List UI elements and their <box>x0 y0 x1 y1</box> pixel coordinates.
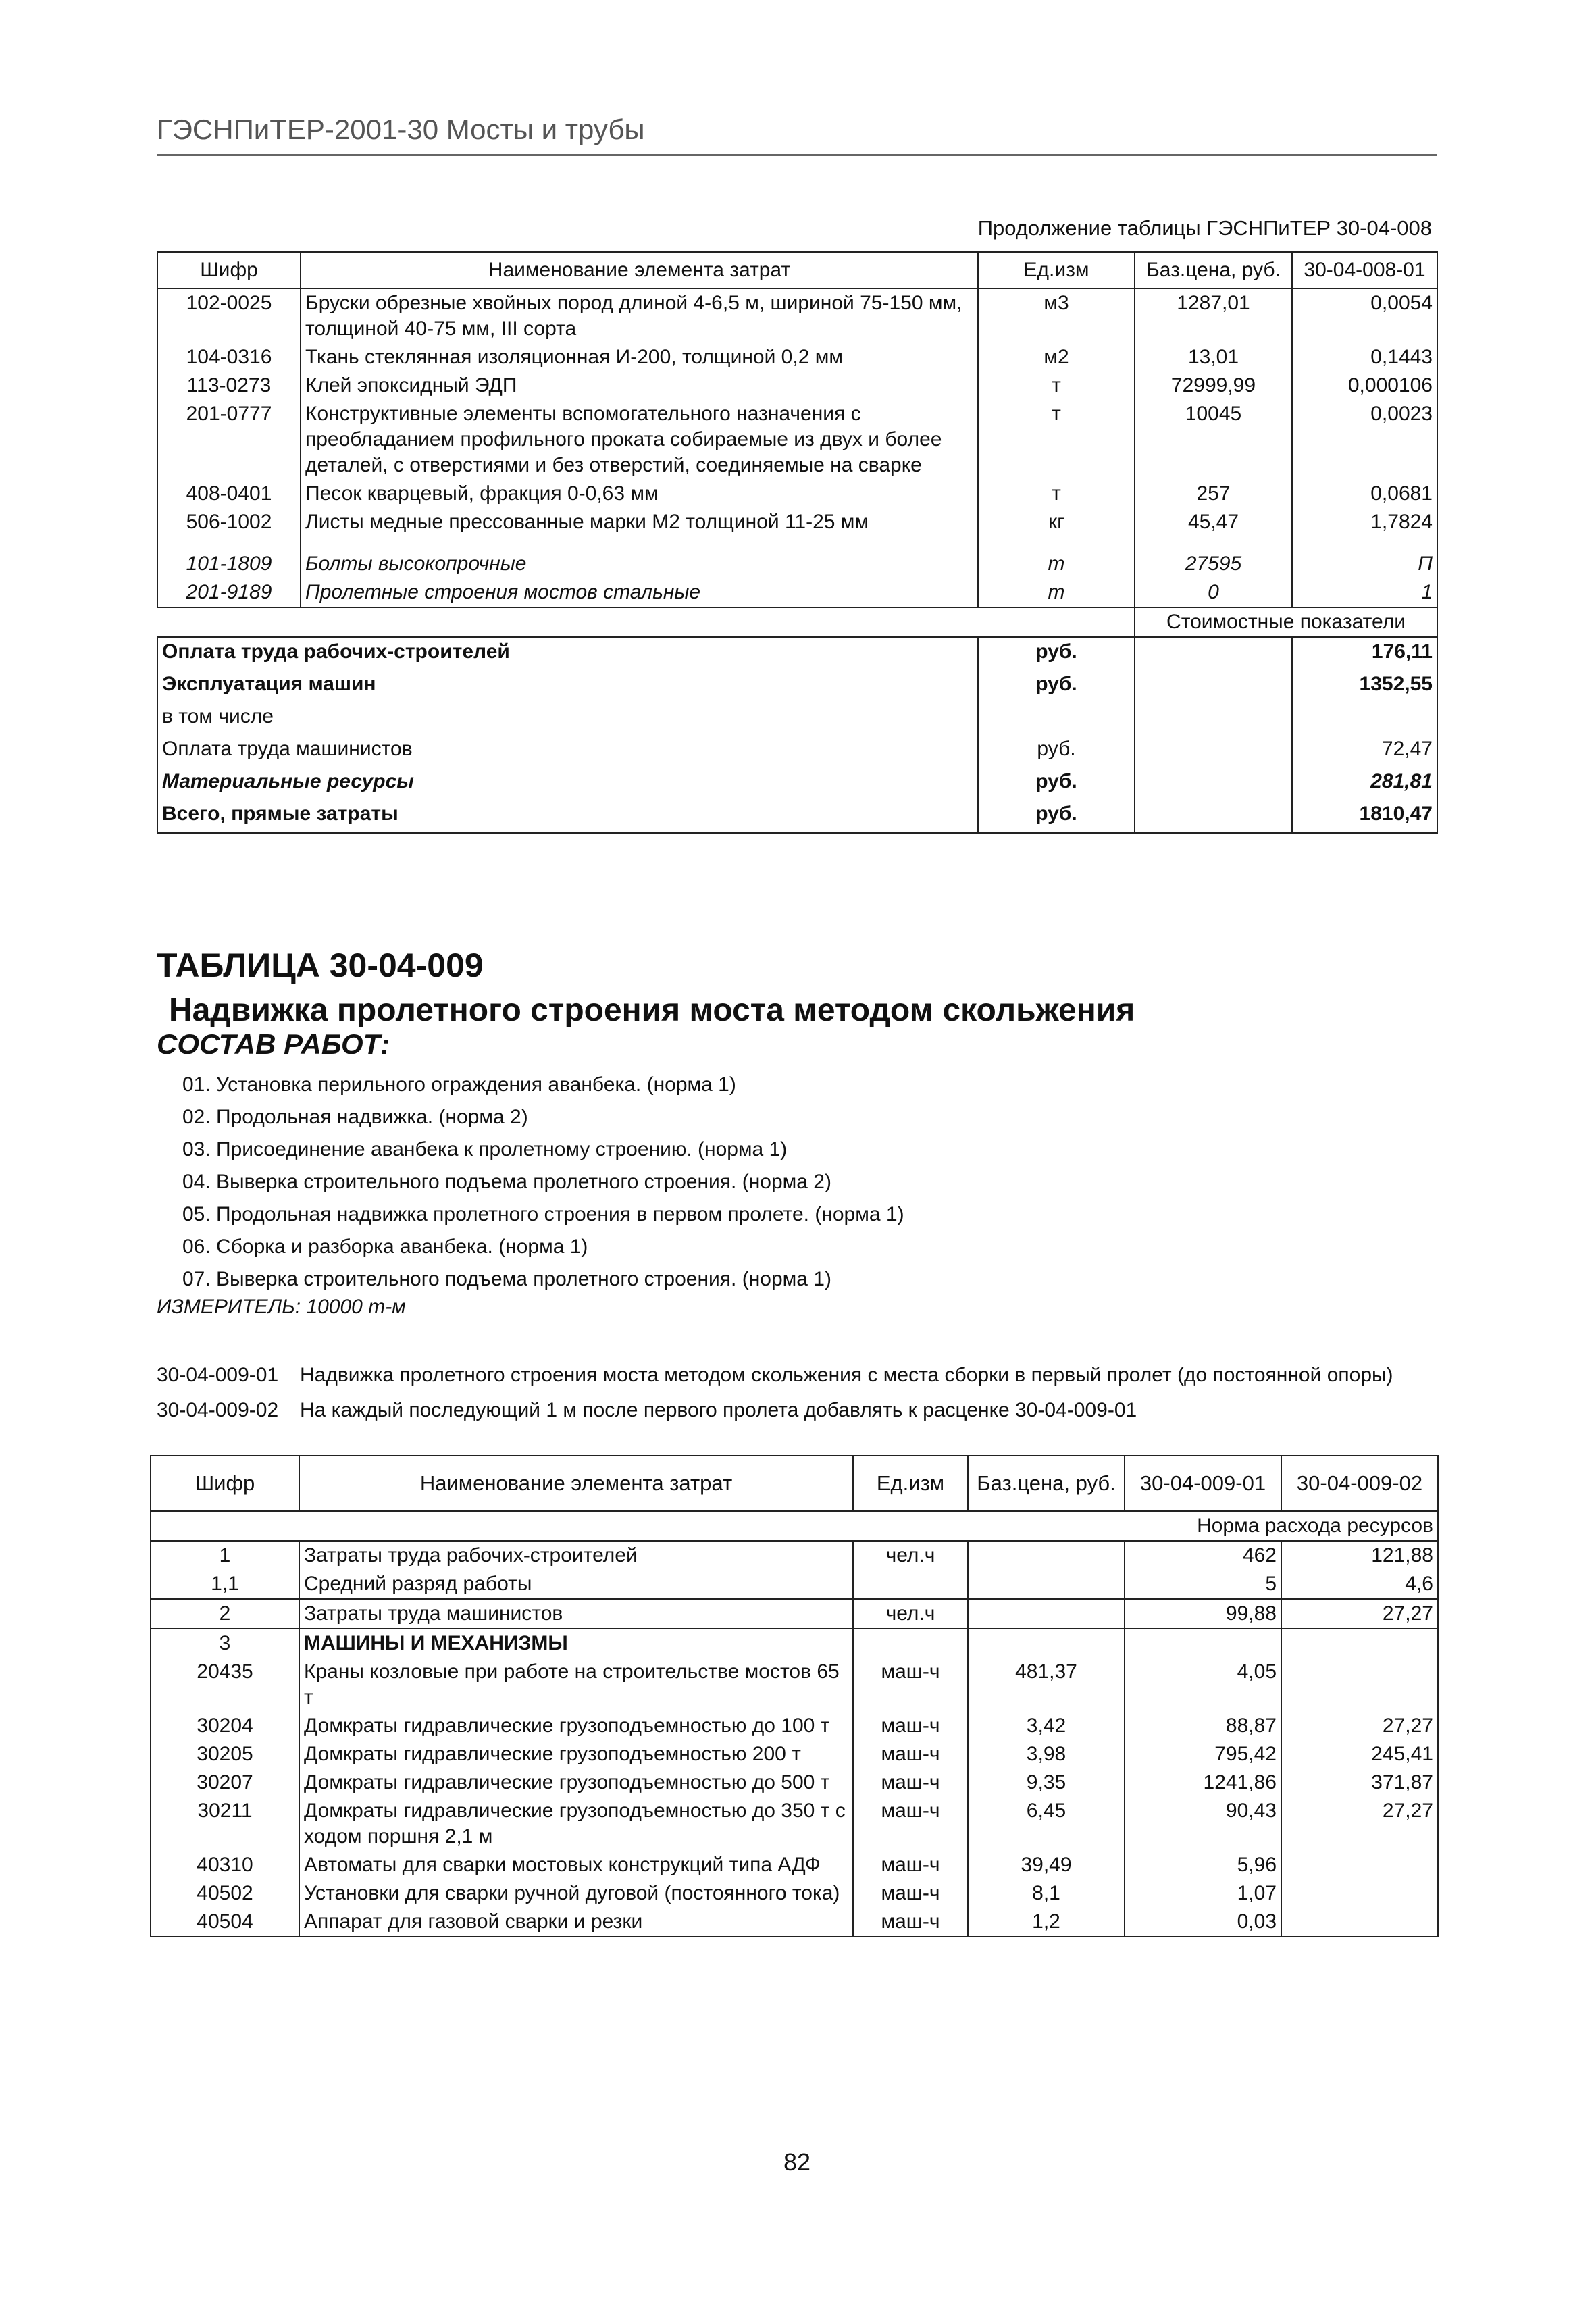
cell-price: 1,2 <box>968 1908 1125 1937</box>
cell-code: 506-1002 <box>157 508 301 536</box>
summary-unit: руб. <box>978 767 1135 800</box>
work-composition-label: СОСТАВ РАБОТ: <box>157 1028 390 1060</box>
summary-price <box>1135 800 1292 833</box>
cell-name: Конструктивные элементы вспомогательного назначения с преобладанием профильного проката собираемые из двух и более деталей, с отверстиями и без отверстий, соединяемые на сварке <box>301 400 978 480</box>
cell-unit: т <box>978 550 1135 578</box>
cell-price: 39,49 <box>968 1851 1125 1879</box>
cell-rate-01: 4,05 <box>1125 1658 1281 1712</box>
table-row <box>151 1629 1438 1658</box>
cell-price: 13,01 <box>1135 343 1292 372</box>
cell-price <box>968 1541 1125 1570</box>
cell-rate-01: 462 <box>1125 1541 1281 1570</box>
cell-price <box>968 1599 1125 1629</box>
col-header-code: Шифр <box>157 252 301 288</box>
cell-unit: кг <box>978 508 1135 536</box>
col-header-price: Баз.цена, руб. <box>1135 252 1292 288</box>
norm-header: Норма расхода ресурсов <box>1125 1511 1438 1541</box>
table-row <box>157 343 1437 372</box>
cell-rate-01: 90,43 <box>1125 1797 1281 1851</box>
header-rule <box>157 154 1437 156</box>
table-row <box>157 288 1437 343</box>
cell-name: Установки для сварки ручной дуговой (постоянного тока) <box>299 1879 853 1908</box>
rate-code-text: Надвижка пролетного строения моста методом скольжения с места сборки в первый пролет (до постоянной опоры) <box>300 1364 1393 1386</box>
work-step: 03. Присоединение аванбека к пролетному строению. (норма 1) <box>182 1138 788 1161</box>
cell-name: Ткань стеклянная изоляционная И-200, толщиной 0,2 мм <box>301 343 978 372</box>
summary-row <box>157 735 1437 767</box>
cell-price: 0 <box>1135 578 1292 607</box>
table-row <box>151 1797 1438 1851</box>
norm-header-row <box>151 1511 1438 1541</box>
cell-price: 3,42 <box>968 1712 1125 1740</box>
table-row-unpriced <box>157 550 1437 578</box>
cell-value: П <box>1292 550 1437 578</box>
cell-unit: маш-ч <box>853 1740 968 1769</box>
table-row-unpriced <box>157 578 1437 607</box>
work-step: 04. Выверка строительного подъема пролетного строения. (норма 2) <box>182 1171 831 1193</box>
cell-rate-01: 795,42 <box>1125 1740 1281 1769</box>
cell-name: МАШИНЫ И МЕХАНИЗМЫ <box>299 1629 853 1658</box>
cell-unit: маш-ч <box>853 1712 968 1740</box>
cell-price <box>968 1570 1125 1599</box>
cell-rate-02: 27,27 <box>1281 1599 1438 1629</box>
cell-code: 3 <box>151 1629 299 1658</box>
summary-price <box>1135 735 1292 767</box>
work-step: 07. Выверка строительного подъема пролетного строения. (норма 1) <box>182 1268 831 1290</box>
cell-code: 408-0401 <box>157 480 301 508</box>
cell-code: 40502 <box>151 1879 299 1908</box>
cell-rate-02: 27,27 <box>1281 1712 1438 1740</box>
running-header: ГЭСНПиТЕР-2001-30 Мосты и трубы <box>157 113 645 145</box>
col-header-rate-02: 30-04-009-02 <box>1281 1456 1438 1511</box>
cell-rate-02 <box>1281 1658 1438 1712</box>
cell-rate-01: 5,96 <box>1125 1851 1281 1879</box>
summary-row <box>157 703 1437 735</box>
cell-rate-01: 88,87 <box>1125 1712 1281 1740</box>
cell-code: 30211 <box>151 1797 299 1851</box>
summary-value: 281,81 <box>1292 767 1437 800</box>
summary-unit: руб. <box>978 637 1135 670</box>
cell-price: 72999,99 <box>1135 372 1292 400</box>
summary-price <box>1135 637 1292 670</box>
cell-unit: чел.ч <box>853 1541 968 1570</box>
work-steps-list <box>182 1069 904 1296</box>
cell-rate-02: 4,6 <box>1281 1570 1438 1599</box>
spacer-cell <box>978 536 1135 550</box>
cell-value: 0,0054 <box>1292 288 1437 343</box>
cell-value: 0,0681 <box>1292 480 1437 508</box>
summary-row <box>157 670 1437 703</box>
cell-code: 20435 <box>151 1658 299 1712</box>
resource-table-30-04-008 <box>157 251 1438 834</box>
cell-unit: м3 <box>978 288 1135 343</box>
col-header-rate: 30-04-008-01 <box>1292 252 1437 288</box>
cell-name: Краны козловые при работе на строительстве мостов 65 т <box>299 1658 853 1712</box>
summary-price <box>1135 767 1292 800</box>
cell-unit <box>853 1570 968 1599</box>
cell-code: 2 <box>151 1599 299 1629</box>
cell-price <box>968 1629 1125 1658</box>
table-continuation-caption: Продолжение таблицы ГЭСНПиТЕР 30-04-008 <box>977 216 1432 240</box>
cell-code: 30205 <box>151 1740 299 1769</box>
cell-unit: маш-ч <box>853 1658 968 1712</box>
summary-unit: руб. <box>978 670 1135 703</box>
cell-price: 257 <box>1135 480 1292 508</box>
spacer-cell <box>157 536 301 550</box>
cell-price: 8,1 <box>968 1879 1125 1908</box>
blank-cell <box>151 1511 1125 1541</box>
summary-price <box>1135 670 1292 703</box>
cell-name: Автоматы для сварки мостовых конструкций типа АДФ <box>299 1851 853 1879</box>
cell-rate-01: 0,03 <box>1125 1908 1281 1937</box>
rate-code: 30-04-009-02 <box>157 1399 279 1421</box>
cell-rate-02 <box>1281 1629 1438 1658</box>
cell-unit: т <box>978 578 1135 607</box>
cell-unit: маш-ч <box>853 1908 968 1937</box>
cell-name: Затраты труда рабочих-строителей <box>299 1541 853 1570</box>
cell-code: 201-0777 <box>157 400 301 480</box>
cell-unit: маш-ч <box>853 1851 968 1879</box>
cell-code: 1 <box>151 1541 299 1570</box>
work-step: 01. Установка перильного ограждения аванбека. (норма 1) <box>182 1073 736 1096</box>
cell-code: 104-0316 <box>157 343 301 372</box>
summary-name: Оплата труда машинистов <box>157 735 978 767</box>
cell-rate-02: 27,27 <box>1281 1797 1438 1851</box>
cell-name: Средний разряд работы <box>299 1570 853 1599</box>
page-number: 82 <box>783 2148 811 2176</box>
col-header-name: Наименование элемента затрат <box>299 1456 853 1511</box>
cell-name: Пролетные строения мостов стальные <box>301 578 978 607</box>
table-row <box>157 508 1437 536</box>
cell-value: 0,1443 <box>1292 343 1437 372</box>
cell-value: 0,0023 <box>1292 400 1437 480</box>
table-row <box>151 1570 1438 1599</box>
cell-name: Домкраты гидравлические грузоподъемностью до 100 т <box>299 1712 853 1740</box>
cell-code: 201-9189 <box>157 578 301 607</box>
spacer-cell <box>1135 536 1292 550</box>
cell-unit: т <box>978 372 1135 400</box>
cell-unit: маш-ч <box>853 1769 968 1797</box>
summary-row <box>157 637 1437 670</box>
table-row <box>151 1879 1438 1908</box>
cell-unit: маш-ч <box>853 1797 968 1851</box>
cell-code: 40504 <box>151 1908 299 1937</box>
cell-name: Бруски обрезные хвойных пород длиной 4-6,5 м, шириной 75-150 мм, толщиной 40-75 мм, III сорта <box>301 288 978 343</box>
blank-cell <box>157 607 1135 637</box>
rate-code-line <box>157 1393 1393 1428</box>
cell-price: 6,45 <box>968 1797 1125 1851</box>
summary-name: Всего, прямые затраты <box>157 800 978 833</box>
summary-name: Оплата труда рабочих-строителей <box>157 637 978 670</box>
table-row <box>151 1658 1438 1712</box>
summary-name: Материальные ресурсы <box>157 767 978 800</box>
cell-price: 10045 <box>1135 400 1292 480</box>
table-header-row <box>157 252 1437 288</box>
cell-unit: т <box>978 400 1135 480</box>
section-title: ТАБЛИЦА 30-04-009 <box>157 946 484 984</box>
cell-name: Листы медные прессованные марки М2 толщиной 11-25 мм <box>301 508 978 536</box>
cell-rate-01: 99,88 <box>1125 1599 1281 1629</box>
col-header-unit: Ед.изм <box>978 252 1135 288</box>
summary-unit <box>978 703 1135 735</box>
cell-name: Домкраты гидравлические грузоподъемностью 200 т <box>299 1740 853 1769</box>
summary-name: в том числе <box>157 703 978 735</box>
cell-code: 30207 <box>151 1769 299 1797</box>
cell-rate-02 <box>1281 1879 1438 1908</box>
work-step: 06. Сборка и разборка аванбека. (норма 1) <box>182 1236 588 1258</box>
cell-value: 1,7824 <box>1292 508 1437 536</box>
table-row <box>151 1908 1438 1937</box>
table-row <box>151 1712 1438 1740</box>
col-header-name: Наименование элемента затрат <box>301 252 978 288</box>
table-row <box>157 480 1437 508</box>
summary-value: 1352,55 <box>1292 670 1437 703</box>
table-header-row <box>151 1456 1438 1511</box>
summary-value: 1810,47 <box>1292 800 1437 833</box>
section-subtitle: Надвижка пролетного строения моста методом скольжения <box>169 992 1135 1028</box>
cell-name: Клей эпоксидный ЭДП <box>301 372 978 400</box>
cell-code: 1,1 <box>151 1570 299 1599</box>
rate-code-text: На каждый последующий 1 м после первого пролета добавлять к расценке 30-04-009-01 <box>300 1399 1137 1421</box>
summary-value: 176,11 <box>1292 637 1437 670</box>
col-header-rate-01: 30-04-009-01 <box>1125 1456 1281 1511</box>
cell-rate-01: 5 <box>1125 1570 1281 1599</box>
cell-price: 1287,01 <box>1135 288 1292 343</box>
cell-code: 40310 <box>151 1851 299 1879</box>
work-step: 05. Продольная надвижка пролетного строения в первом пролете. (норма 1) <box>182 1203 904 1225</box>
cell-name: Аппарат для газовой сварки и резки <box>299 1908 853 1937</box>
cell-code: 113-0273 <box>157 372 301 400</box>
rate-code-line <box>157 1358 1393 1393</box>
cell-price: 481,37 <box>968 1658 1125 1712</box>
summary-row <box>157 800 1437 833</box>
cell-unit <box>853 1629 968 1658</box>
summary-name: Эксплуатация машин <box>157 670 978 703</box>
cell-code: 30204 <box>151 1712 299 1740</box>
summary-row <box>157 767 1437 800</box>
col-header-unit: Ед.изм <box>853 1456 968 1511</box>
cell-name: Домкраты гидравлические грузоподъемностью до 350 т с ходом поршня 2,1 м <box>299 1797 853 1851</box>
spacer-cell <box>1292 536 1437 550</box>
cost-indicators-header-row <box>157 607 1437 637</box>
col-header-price: Баз.цена, руб. <box>968 1456 1125 1511</box>
summary-value <box>1292 703 1437 735</box>
table-row <box>151 1769 1438 1797</box>
cell-unit: т <box>978 480 1135 508</box>
summary-value: 72,47 <box>1292 735 1437 767</box>
rate-code: 30-04-009-01 <box>157 1364 279 1386</box>
cell-name: Песок кварцевый, фракция 0-0,63 мм <box>301 480 978 508</box>
resource-table-30-04-009 <box>150 1455 1439 1937</box>
rate-code-descriptions <box>157 1358 1393 1428</box>
table-row <box>151 1851 1438 1879</box>
spacer-row <box>157 536 1437 550</box>
cell-name: Затраты труда машинистов <box>299 1599 853 1629</box>
summary-price <box>1135 703 1292 735</box>
work-step: 02. Продольная надвижка. (норма 2) <box>182 1106 528 1128</box>
cell-rate-01: 1241,86 <box>1125 1769 1281 1797</box>
cell-rate-02: 245,41 <box>1281 1740 1438 1769</box>
table-row <box>151 1541 1438 1570</box>
summary-unit: руб. <box>978 735 1135 767</box>
cell-price: 45,47 <box>1135 508 1292 536</box>
cell-code: 102-0025 <box>157 288 301 343</box>
table-row <box>151 1740 1438 1769</box>
cell-rate-02: 121,88 <box>1281 1541 1438 1570</box>
cell-rate-02: 371,87 <box>1281 1769 1438 1797</box>
cell-rate-02 <box>1281 1851 1438 1879</box>
table-row <box>157 400 1437 480</box>
cost-indicators-header: Стоимостные показатели <box>1135 607 1437 637</box>
col-header-code: Шифр <box>151 1456 299 1511</box>
table-row <box>151 1599 1438 1629</box>
summary-unit: руб. <box>978 800 1135 833</box>
cell-price: 9,35 <box>968 1769 1125 1797</box>
cell-name: Домкраты гидравлические грузоподъемностью до 500 т <box>299 1769 853 1797</box>
cell-rate-02 <box>1281 1908 1438 1937</box>
cell-unit: чел.ч <box>853 1599 968 1629</box>
cell-rate-01: 1,07 <box>1125 1879 1281 1908</box>
measurer-line: ИЗМЕРИТЕЛЬ: 10000 т-м <box>157 1296 406 1318</box>
cell-rate-01 <box>1125 1629 1281 1658</box>
cell-unit: маш-ч <box>853 1879 968 1908</box>
cell-code: 101-1809 <box>157 550 301 578</box>
cell-name: Болты высокопрочные <box>301 550 978 578</box>
cell-price: 3,98 <box>968 1740 1125 1769</box>
cell-price: 27595 <box>1135 550 1292 578</box>
cell-value: 1 <box>1292 578 1437 607</box>
cell-value: 0,000106 <box>1292 372 1437 400</box>
table-row <box>157 372 1437 400</box>
cell-unit: м2 <box>978 343 1135 372</box>
spacer-cell <box>301 536 978 550</box>
